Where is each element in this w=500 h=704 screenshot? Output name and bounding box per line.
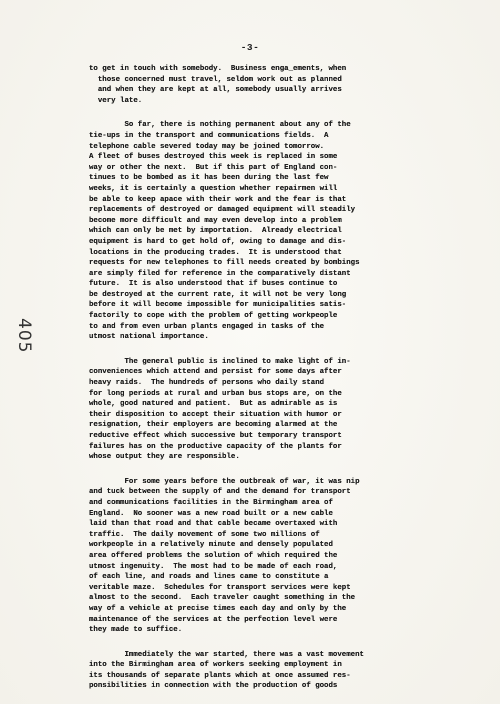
paragraph-4: For some years before the outbreak of war, it was nip and tuck between the supply of and the demand for transport and communications facilities in the Birmingham area of England. No sooner was a new road built or a new cable laid than that road and that cable became overtaxed with traffic. The daily movement of some two millions of workpeople in a relatively minute and densely populated area offered problems the solution of which required the utmost ingenuity. The most had to be made of each road, of each line, and roads and lines came to constitute a veritable maze. Schedules for transport services were kept almost to the second. Each traveler caught something in the way of a vehicle at precise times each day and only by the maintenance of the services at the perfection level were they made to suffice. bbox=[89, 477, 360, 635]
paragraph-2: So far, there is nothing permanent about any of the tie-ups in the transport and communications fields. A telephone cable severed today may be joined tomorrow. A fleet of buses destroyed this week is replaced in some way or other the next. But if this part of England con- tinues to be bombed as it has been during the last few weeks, it is certainly a question whether repairmen will be able to keep apace with their work and the fear is that replacements of destroyed or damaged equipment will steadily become more difficult and may even develop into a problem which can only be met by importation. Already electrical equipment is hard to get hold of, owing to damage and dis- locations in the producing trades. It is understood that requests for new telephones to fill needs created by bombings are simply filed for reference in the comparatively distant future. It is also understood that if buses continue to be destroyed at the current rate, it will not be very long before it will become impossible for municipalities satis- factorily to cope with the problem of getting workpeople to and from even urban plants engaged in tasks of the utmost national importance. bbox=[89, 121, 360, 342]
body-text bbox=[89, 64, 429, 692]
paragraph-3: The general public is inclined to make light of in- conveniences which attend and persist for some days after heavy raids. The hundreds of persons who daily stand for long periods at rural and urban bus stops are, on the whole, good natured and patient. But as admirable as is their disposition to accept their situation with humor or resignation, their employers are becoming alarmed at the reductive effect which successive but temporary transport failures has on the productive capacity of the plants for whose output they are responsible. bbox=[89, 357, 351, 462]
page-number: -3- bbox=[240, 42, 260, 53]
paragraph-5: Immediately the war started, there was a vast movement into the Birmingham area of workers seeking employment in its thousands of separate plants which at once assumed res- ponsibilities in connection with the production of goods bbox=[89, 650, 364, 691]
handwritten-margin-note: 405 bbox=[14, 318, 34, 354]
paragraph-1: to get in touch with somebody. Business enga_ements, when those concerned must travel, seldom work out as planned and when they are kept at all, somebody usually arrives very late. bbox=[89, 65, 347, 105]
